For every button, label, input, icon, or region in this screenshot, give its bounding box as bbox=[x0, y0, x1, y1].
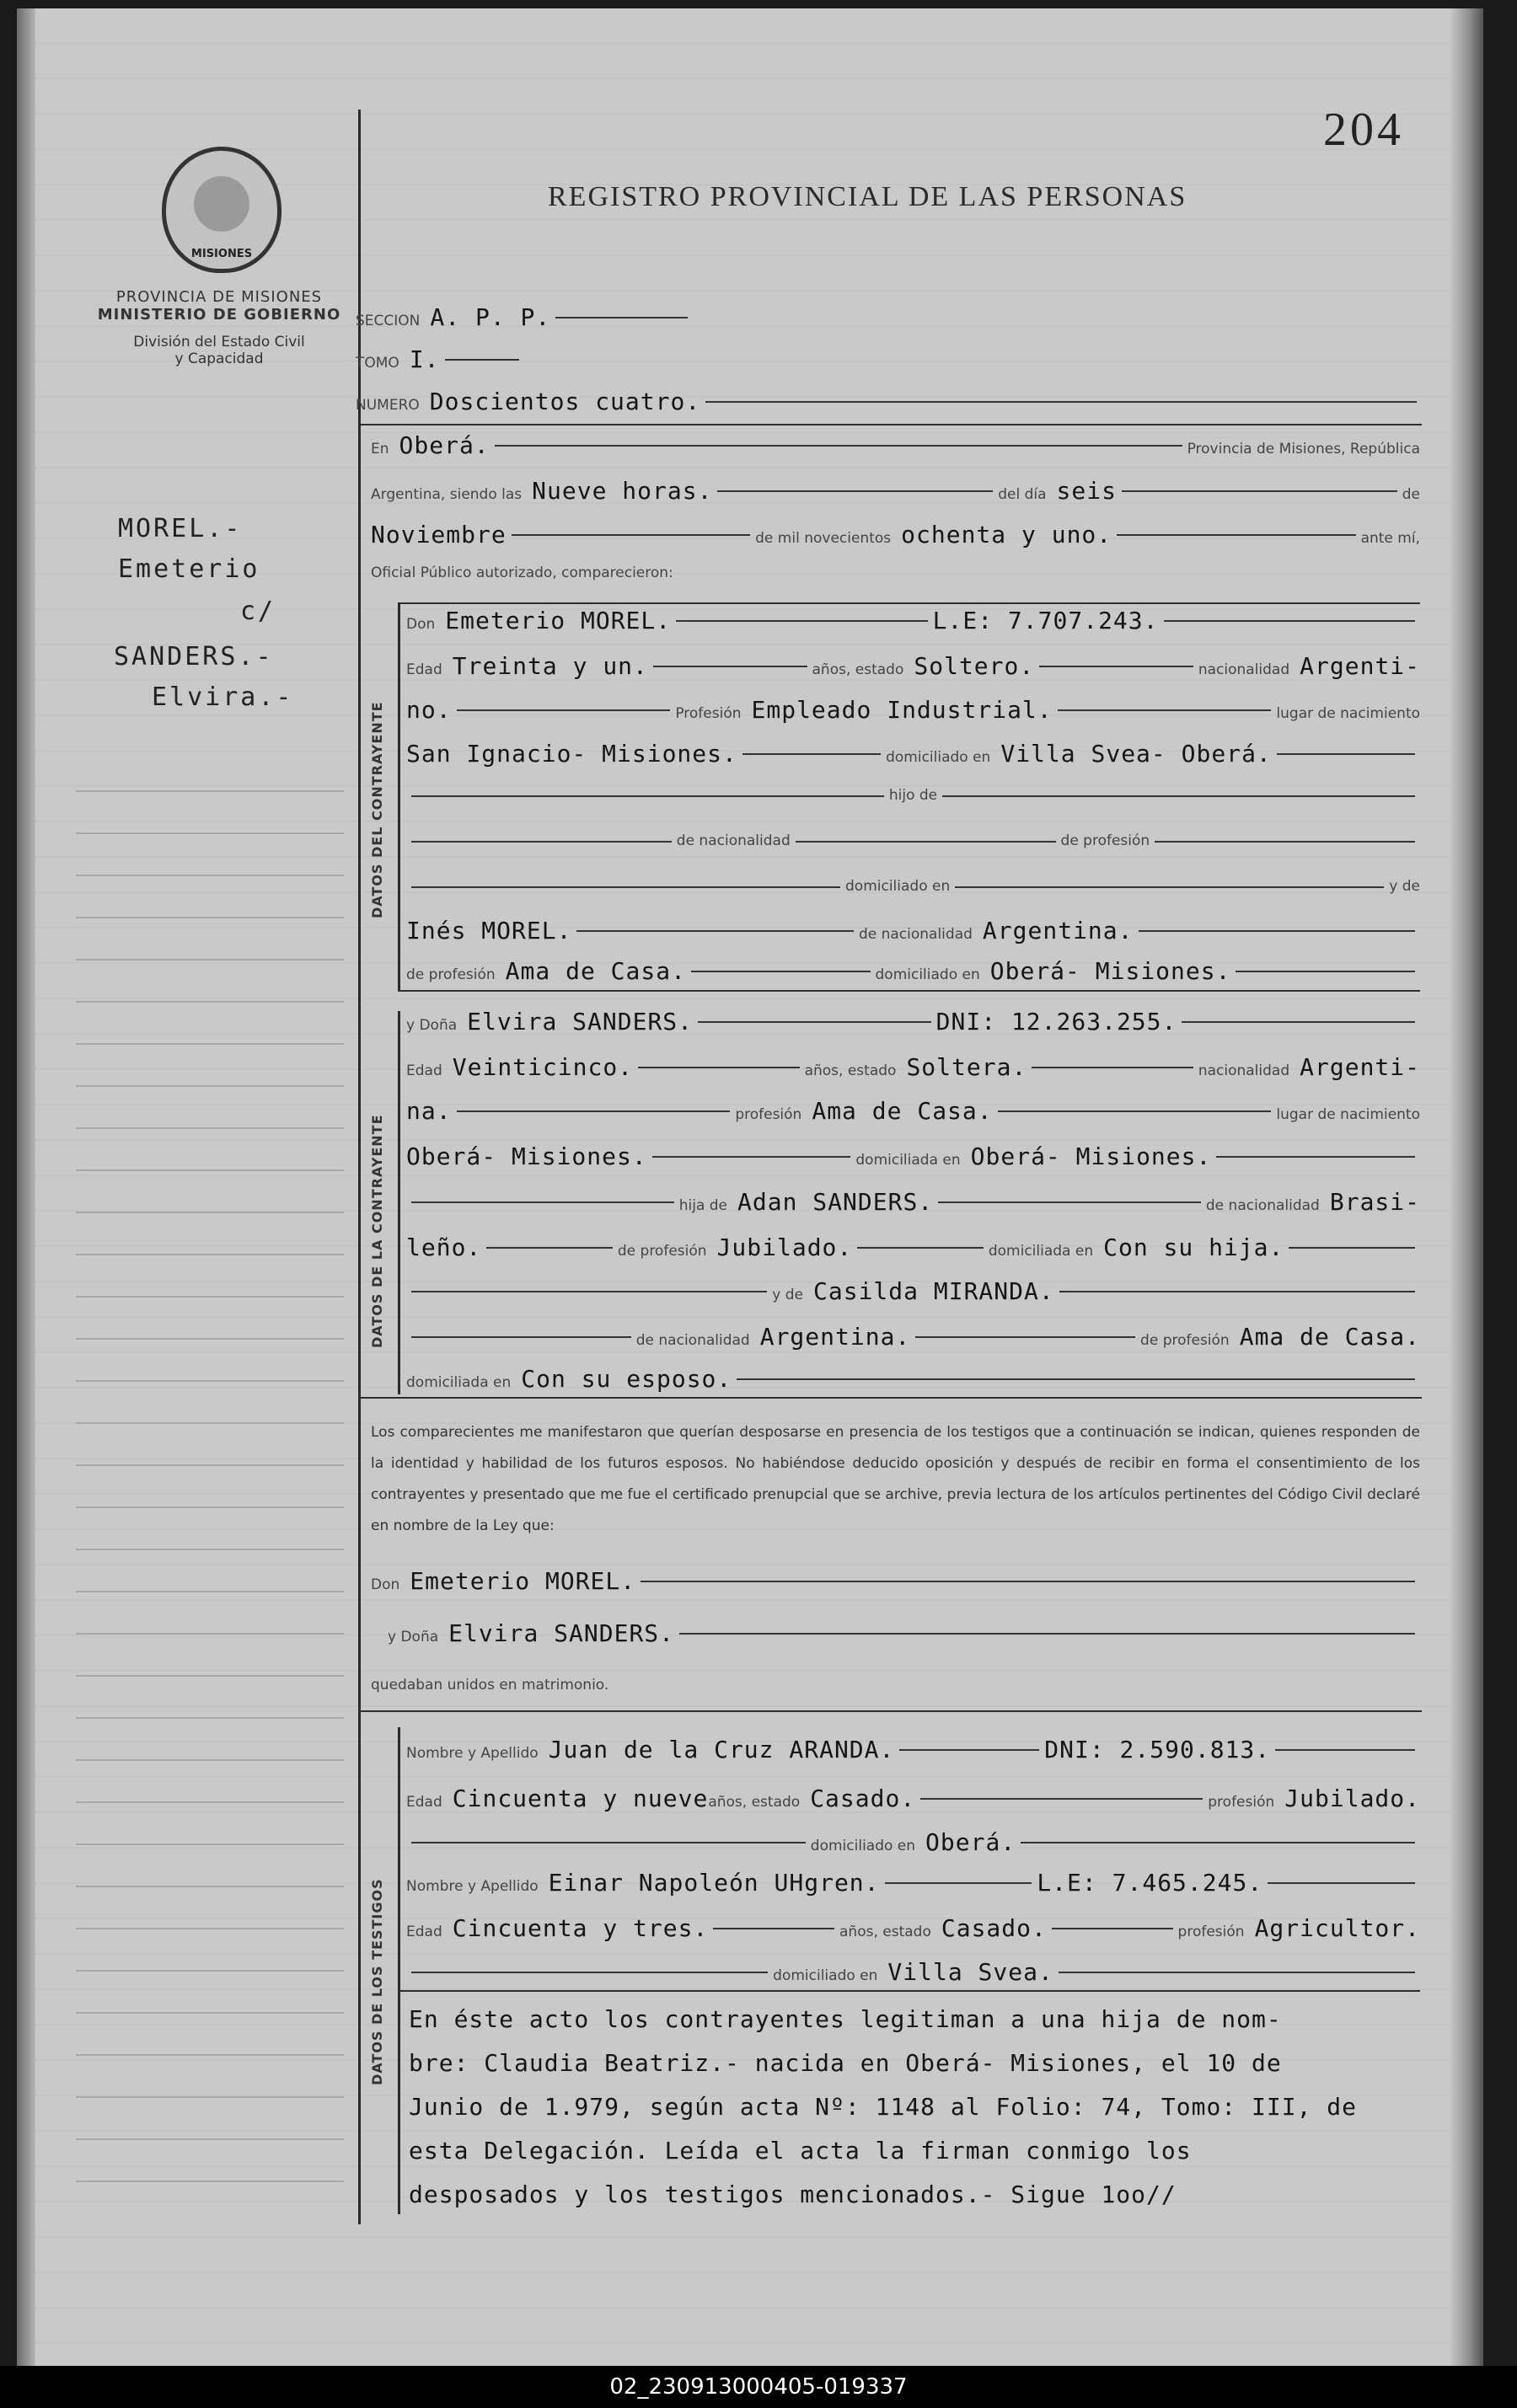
contrayente-estado: Soltero. bbox=[914, 652, 1035, 680]
contrayenta-madre-prof: Ama de Casa. bbox=[1239, 1323, 1421, 1351]
tomo-label: TOMO bbox=[356, 355, 399, 372]
rule bbox=[358, 424, 1422, 425]
rule bbox=[398, 990, 1420, 992]
testigo2-dom-row bbox=[406, 1958, 1420, 1986]
anos-label: años, estado bbox=[839, 1924, 931, 1940]
oficial-label: Oficial Público autorizado, comparecieron: bbox=[371, 565, 673, 581]
oficial-row bbox=[371, 565, 876, 581]
del-dia-label: del día bbox=[998, 486, 1047, 503]
y-de-label: y de bbox=[772, 1287, 803, 1303]
padre-nac-row bbox=[406, 832, 1420, 849]
seccion-label: SECCION bbox=[356, 313, 421, 329]
contrayenta-madre-row bbox=[406, 1277, 1420, 1305]
contrayenta-padre-prof: Jubilado. bbox=[716, 1233, 853, 1261]
tomo-value: I. bbox=[409, 345, 440, 373]
declaration-don: Emeterio MOREL. bbox=[410, 1567, 636, 1595]
anos-label: años, estado bbox=[708, 1794, 801, 1811]
seccion-row bbox=[356, 303, 693, 331]
nota-line-5: desposados y los testigos mencionados.- Sigue 1oo// bbox=[409, 2181, 1177, 2208]
division-line-1: División del Estado Civil bbox=[133, 334, 305, 350]
dona-label: y Doña bbox=[406, 1017, 458, 1034]
file-caption: 02_230913000405-019337 bbox=[0, 2366, 1517, 2408]
de-mil-label: de mil novecientos bbox=[755, 530, 892, 547]
testigo2-nombre-row bbox=[406, 1869, 1420, 1897]
contrayenta-madre-dom: Con su esposo. bbox=[521, 1365, 732, 1393]
margin-guides bbox=[76, 750, 344, 2199]
anio-value: ochenta y uno. bbox=[901, 521, 1112, 548]
nota-line-2: bre: Claudia Beatriz.- nacida en Oberá- Misiones, el 10 de bbox=[409, 2049, 1282, 2077]
rule bbox=[398, 602, 1420, 604]
contrayente-madre-nac: Argentina. bbox=[982, 917, 1134, 944]
padre-dom-label: domiciliada en bbox=[988, 1243, 1094, 1260]
margin-note-2: Emeterio bbox=[118, 554, 260, 584]
testigo2-doc: L.E: 7.465.245. bbox=[1037, 1869, 1263, 1897]
province-name: PROVINCIA DE MISIONES bbox=[115, 288, 323, 306]
contrayenta-padre-row bbox=[406, 1188, 1420, 1216]
nota-line-4: esta Delegación. Leída el acta la firman conmigo los bbox=[409, 2137, 1192, 2165]
contrayenta-nacionalidad-cont: na. bbox=[406, 1097, 452, 1125]
argentina-label: Argentina, siendo las bbox=[371, 486, 523, 503]
margin-note-5: Elvira.- bbox=[152, 682, 294, 712]
lugar-label: lugar de nacimiento bbox=[1276, 705, 1421, 722]
contrayente-nacionalidad: Argenti- bbox=[1300, 652, 1421, 680]
margin-note-3: c/ bbox=[240, 597, 276, 626]
padre-prof-label: de profesión bbox=[617, 1243, 707, 1260]
declaration-don-row bbox=[371, 1567, 1420, 1595]
contrayenta-padre-nac: Brasi- bbox=[1329, 1188, 1421, 1216]
testigo2-estado: Casado. bbox=[941, 1914, 1047, 1942]
margin-note-1: MOREL.- bbox=[118, 514, 243, 543]
division-line-2: y Capacidad bbox=[174, 350, 264, 367]
contrayenta-domicilio: Oberá- Misiones. bbox=[970, 1142, 1212, 1170]
don-label: Don bbox=[371, 1576, 400, 1593]
ministry-block bbox=[84, 288, 354, 367]
contrayenta-profesion: Ama de Casa. bbox=[812, 1097, 993, 1125]
domiciliado-label: domiciliado en bbox=[886, 749, 991, 766]
contrayenta-profesion-row bbox=[406, 1097, 1420, 1125]
edad-label: Edad bbox=[406, 661, 442, 678]
lugar-label: lugar de nacimiento bbox=[1276, 1106, 1420, 1123]
y-de-label: y de bbox=[1389, 878, 1420, 895]
page-edge bbox=[1450, 8, 1483, 2368]
contrayenta-name: Elvira SANDERS. bbox=[467, 1008, 694, 1035]
don-label: Don bbox=[406, 616, 436, 633]
contrayenta-nacionalidad: Argenti- bbox=[1300, 1053, 1420, 1081]
testigo1-nombre-row bbox=[406, 1736, 1420, 1763]
contrayenta-madre: Casilda MIRANDA. bbox=[813, 1277, 1054, 1305]
register-page bbox=[17, 8, 1483, 2368]
profesion-label: profesión bbox=[735, 1106, 802, 1123]
contrayenta-madre-nac-row bbox=[406, 1323, 1420, 1351]
en-row bbox=[371, 431, 1420, 459]
ante-mi-label: ante mí, bbox=[1360, 530, 1420, 547]
contrayenta-section-label: DATOS DE LA CONTRAYENTE bbox=[369, 1114, 385, 1348]
contrayenta-madre-dom-row bbox=[406, 1365, 1420, 1393]
contrayente-lugar: San Ignacio- Misiones. bbox=[406, 740, 737, 768]
testigo1-nombre: Juan de la Cruz ARANDA. bbox=[548, 1736, 895, 1763]
madre-nac-label: de nacionalidad bbox=[635, 1332, 750, 1349]
contrayenta-edad-row bbox=[406, 1053, 1420, 1081]
contrayenta-padre-nac-cont: leño. bbox=[406, 1233, 482, 1261]
testigo2-domicilio: Villa Svea. bbox=[887, 1958, 1053, 1986]
seccion-value: A. P. P. bbox=[430, 303, 551, 331]
testigo1-domicilio: Oberá. bbox=[925, 1828, 1016, 1856]
declaration-dona-row bbox=[388, 1619, 1420, 1647]
nota-line-3: Junio de 1.979, según acta Nº: 1148 al Folio: 74, Tomo: III, de bbox=[409, 2093, 1358, 2121]
edad-label: Edad bbox=[406, 1794, 442, 1811]
ministry-name: MINISTERIO DE GOBIERNO bbox=[97, 306, 341, 324]
numero-label: NUMERO bbox=[356, 397, 420, 414]
edad-label: Edad bbox=[406, 1062, 442, 1079]
testigos-bracket bbox=[398, 1727, 400, 2214]
domiciliado-label: domiciliado en bbox=[773, 1967, 878, 1984]
dia-value: seis bbox=[1056, 477, 1117, 505]
rule bbox=[358, 1397, 1422, 1399]
testigo2-nombre: Einar Napoleón UHgren. bbox=[548, 1869, 880, 1897]
contrayente-edad-row bbox=[406, 652, 1420, 680]
nombre-label: Nombre y Apellido bbox=[406, 1745, 539, 1762]
testigo2-edad: Cincuenta y tres. bbox=[452, 1914, 709, 1942]
dona-label: y Doña bbox=[388, 1629, 439, 1645]
contrayenta-doc: DNI: 12.263.255. bbox=[935, 1008, 1177, 1035]
hora-row bbox=[371, 477, 1420, 505]
contrayente-profesion-row bbox=[406, 696, 1420, 724]
margin-rule bbox=[358, 110, 361, 2224]
madre-dom-label: domiciliada en bbox=[406, 1374, 512, 1391]
seal-text: MISIONES bbox=[190, 248, 253, 260]
numero-value: Doscientos cuatro. bbox=[429, 388, 701, 415]
testigos-section-label: DATOS DE LOS TESTIGOS bbox=[369, 1878, 385, 2085]
hijo-de-label: hijo de bbox=[888, 787, 938, 804]
nacionalidad-label: nacionalidad bbox=[1198, 1062, 1290, 1079]
contrayenta-edad: Veinticinco. bbox=[452, 1053, 634, 1081]
de-nacionalidad-label: de nacionalidad bbox=[676, 832, 791, 849]
en-label: En bbox=[371, 441, 389, 458]
madre-prof-row bbox=[406, 957, 1420, 985]
declaration-dona: Elvira SANDERS. bbox=[448, 1619, 675, 1647]
hora-value: Nueve horas. bbox=[532, 477, 713, 505]
domiciliado-en-label: domiciliado en bbox=[845, 878, 951, 895]
contrayente-bracket bbox=[398, 602, 400, 990]
province-seal-icon bbox=[162, 147, 281, 273]
contrayente-edad: Treinta y un. bbox=[452, 652, 648, 680]
declaration-paragraph: Los comparecientes me manifestaron que querían desposarse en presencia de los testigos que a continuación se indican, quienes responden de la identidad y habilidad de los futuros esposos. No habiéndose deducido oposición y después de recibir en forma el consentimiento de los contrayentes y presentado que me fue el certificado prenupcial que se archive, previa lectura de los artículos pertinentes del Código Civil declaré en nombre de la Ley que: bbox=[371, 1424, 1420, 1534]
hijo-de-row bbox=[406, 787, 1420, 804]
testigo1-estado: Casado. bbox=[810, 1785, 916, 1812]
domiciliada-label: domiciliada en bbox=[855, 1152, 961, 1169]
de-label: de bbox=[1402, 486, 1420, 503]
de-profesion-label: de profesión bbox=[1060, 832, 1150, 849]
testigo1-edad: Cincuenta y nueve bbox=[452, 1785, 709, 1812]
contrayente-doc: L.E: 7.707.243. bbox=[932, 607, 1159, 634]
contrayenta-lugar-row bbox=[406, 1142, 1420, 1170]
nombre-label: Nombre y Apellido bbox=[406, 1878, 539, 1895]
tomo-row bbox=[356, 345, 524, 373]
nota-line-1: En éste acto los contrayentes legitiman a una hija de nom- bbox=[409, 2005, 1282, 2033]
testigo1-doc: DNI: 2.590.813. bbox=[1044, 1736, 1271, 1763]
contrayente-name-row bbox=[406, 607, 1420, 634]
contrayenta-estado: Soltera. bbox=[906, 1053, 1027, 1081]
madre-prof-label: de profesión bbox=[406, 966, 496, 983]
madre-nac-label: de nacionalidad bbox=[858, 926, 973, 943]
madre-dom-label: domiciliado en bbox=[875, 966, 980, 983]
contrayente-female-bracket bbox=[398, 1011, 400, 1394]
testigo1-profesion: Jubilado. bbox=[1284, 1785, 1420, 1812]
rule bbox=[358, 1710, 1422, 1712]
fecha-row bbox=[371, 521, 1420, 548]
madre-prof-label: de profesión bbox=[1140, 1332, 1230, 1349]
contrayente-name: Emeterio MOREL. bbox=[445, 607, 672, 634]
contrayente-madre: Inés MOREL. bbox=[406, 917, 572, 944]
mes-value: Noviembre bbox=[371, 521, 507, 548]
testigo1-edad-row bbox=[406, 1785, 1420, 1812]
contrayenta-padre-prof-row bbox=[406, 1233, 1420, 1261]
numero-row bbox=[356, 388, 1422, 415]
book-spine bbox=[17, 8, 35, 2368]
testigo1-dom-row bbox=[406, 1828, 1420, 1856]
testigo2-edad-row bbox=[406, 1914, 1420, 1942]
contrayente-nacionalidad-cont: no. bbox=[406, 696, 452, 724]
closing-row bbox=[371, 1677, 876, 1694]
en-value: Oberá. bbox=[399, 431, 490, 459]
contrayente-domicilio: Villa Svea- Oberá. bbox=[1000, 740, 1272, 768]
contrayente-section-label: DATOS DEL CONTRAYENTE bbox=[369, 701, 385, 918]
contrayenta-lugar: Oberá- Misiones. bbox=[406, 1142, 647, 1170]
rule bbox=[398, 1990, 1420, 1992]
contrayente-lugar-row bbox=[406, 740, 1420, 768]
anos-label: años, estado bbox=[804, 1062, 897, 1079]
contrayente-madre-prof: Ama de Casa. bbox=[505, 957, 686, 985]
contrayenta-name-row bbox=[406, 1008, 1420, 1035]
testigo2-profesion: Agricultor. bbox=[1254, 1914, 1420, 1942]
page-number: 204 bbox=[1323, 104, 1404, 156]
nacionalidad-label: nacionalidad bbox=[1198, 661, 1290, 678]
profesion-label: profesión bbox=[1208, 1794, 1275, 1811]
margin-note-4: SANDERS.- bbox=[114, 642, 274, 672]
madre-row bbox=[406, 917, 1420, 944]
padre-nac-label: de nacionalidad bbox=[1205, 1197, 1320, 1214]
hija-de-label: hija de bbox=[678, 1197, 728, 1214]
closing-text: quedaban unidos en matrimonio. bbox=[371, 1677, 609, 1694]
contrayente-profesion: Empleado Industrial. bbox=[751, 696, 1053, 724]
provincia-label: Provincia de Misiones, República bbox=[1187, 441, 1420, 458]
edad-label: Edad bbox=[406, 1924, 442, 1940]
contrayente-madre-dom: Oberá- Misiones. bbox=[989, 957, 1231, 985]
contrayenta-padre-dom: Con su hija. bbox=[1103, 1233, 1284, 1261]
profesion-label: Profesión bbox=[675, 705, 742, 722]
contrayenta-padre: Adan SANDERS. bbox=[737, 1188, 934, 1216]
padre-dom-row bbox=[406, 878, 1420, 895]
document-title: REGISTRO PROVINCIAL DE LAS PERSONAS bbox=[548, 181, 1187, 212]
anos-label: años, estado bbox=[812, 661, 904, 678]
profesion-label: profesión bbox=[1177, 1924, 1245, 1940]
contrayenta-madre-nac: Argentina. bbox=[759, 1323, 911, 1351]
domiciliado-label: domiciliado en bbox=[810, 1838, 916, 1854]
